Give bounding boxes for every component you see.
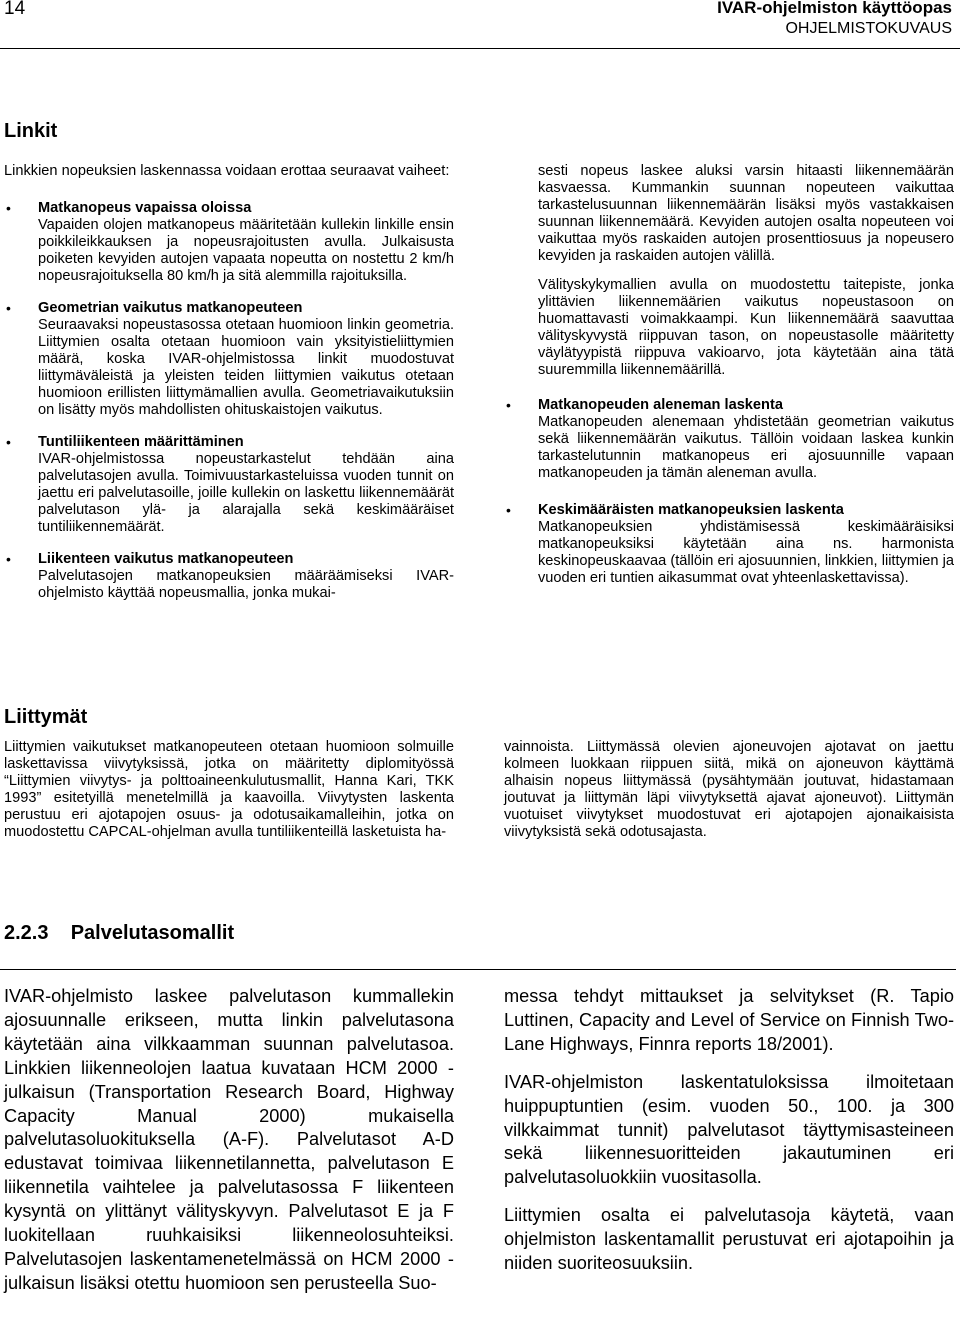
section-heading-linkit: Linkit (4, 120, 58, 142)
paragraph: Välityskykymallien avulla on muodostettu taitepiste, jonka ylittävien liikennemäärien vaikutus nopeustasoon on huomattavasti voimakkaampi. Kun liikennemäärä saavuttaa välityskyvystä riippuvan tason, on nopeustasolle määritetty väylätyypistä riippuva vakioarvo, jota käytetään aina tätä suuremmilla liikennemäärillä. (538, 277, 954, 378)
bullet-title: • Liikenteen vaikutus matkanopeuteen (38, 551, 294, 567)
paragraph: IVAR-ohjelmiston laskentatuloksissa ilmoitetaan huippuptuntien (esim. vuoden 50., 100. ja 300 vilkkaimmat tunnit) palvelutasot täyttymisasteineen sekä liikennesuoritteiden jakautuminen eri palvelutasoluokkiin vuositasolla. (504, 1071, 954, 1188)
linkit-bullet-list (4, 200, 454, 602)
bullet-title: • Matkanopeuden aleneman laskenta (538, 397, 783, 413)
bullet-title: • Matkanopeus vapaissa oloissa (38, 200, 252, 216)
bullet-text: Seuraavaksi nopeustasossa otetaan huomioon linkin geometria. Liittymien osalta otetaan huomioon vain yksityistieliittymien määrä, koska IVAR-ohjelmistossa linkit muodostuvat liittymäväleistä ja yleisten teiden liittymien vaikutus otetaan huomioon erillisten liittymämallien avulla. Geometriavaikutuksiin on lisätty myös mahdollisten ohituskaistojen vaikutus. (38, 317, 454, 418)
page-number: 14 (4, 0, 26, 19)
document-title: IVAR-ohjelmiston käyttöopas (717, 0, 952, 17)
palvelutasomallit-left-text: IVAR-ohjelmisto laskee palvelutason kummallekin ajosuunnalle erikseen, mutta linkin palvelutasona käytetään aina vilkkaamman suunnan palvelutasoa. Linkkien liikenneolojen laatua kuvataan HCM 2000 -julkaisun (Transportation Research Board, Highway Capacity Manual 2000) mukaisella palvelutasoluokituksella (A-F). Palvelutasot A-D edustavat toimivaa liikennetilannetta, palvelutason E liikennetila vaihtelee ja palvelutasossa F liikenteen kysyntä on ylittänyt välityskyvyn. Palvelutasot E ja F luokitellaan ruuhkaisiksi liikenneolosuhteiksi. Palvelutasojen laskentamenetelmässä on HCM 2000 -julkaisun lisäksi otettu huomioon sen perusteella Suo- (4, 986, 454, 1293)
bullet-title: • Tuntiliikenteen määrittäminen (38, 434, 244, 450)
section-rule (0, 969, 956, 970)
section-heading-liittymat: Liittymät (4, 706, 88, 728)
linkit-right-column (504, 163, 954, 602)
bullet-text: Palvelutasojen matkanopeuksien määräämiseksi IVAR-ohjelmisto käyttää nopeusmallia, jonka mukai- (38, 568, 454, 601)
liittymat-right-text: vainnoista. Liittymässä olevien ajoneuvojen ajotavat on jaettu kolmeen luokkaan riippuen siitä, mikä on ajoneuvon käyttämä alhaisin nopeus liittymässä (pysähtymään joutuvat, hidastamaan joutuvat ja liittymän läpi viivytyksettä ajavat ajoneuvot). Liittymän vuotuiset viivytykset muodostuvat eri ajotapojen ajonaikaisista viivytyksistä sekä odotusajasta. (504, 739, 954, 840)
linkit-intro: Linkkien nopeuksien laskennassa voidaan erottaa seuraavat vaiheet: (4, 163, 450, 179)
list-item (4, 434, 454, 536)
paragraph: messa tehdyt mittaukset ja selvitykset (R. Tapio Luttinen, Capacity and Level of Service on Finnish Two-Lane Highways, Finnra reports 18/2001). (504, 986, 954, 1054)
bullet-title: • Keskimääräisten matkanopeuksien laskenta (538, 502, 844, 518)
bullet-title: • Geometrian vaikutus matkanopeuteen (38, 300, 303, 316)
bullet-text: Matkanopeuden alenemaan yhdistetään geometrian vaikutus sekä liikennemäärän vaikutus. Tällöin voidaan laskea kunkin tarkastelutunnin matkanopeus eri ajosuunnille vapaan matkanopeuden ja tämän aleneman avulla. (538, 414, 954, 481)
liittymat-left-text: Liittymien vaikutukset matkanopeuteen otetaan huomioon solmuille laskettavissa viivytyksissä, jotka on määritetty diplomityössä “Liittymien viivytys- ja polttoaineenkulutusmallit, Hanna Kari, TKK 1993” esitetyillä menetelmillä ja kaavoilla. Viivytysten laskenta perustuu eri ajotapojen osuus- ja odotusaikamalleihin, jotka on muodostettu CAPCAL-ohjelman avulla tuntiliikenteillä lasketuista ha- (4, 739, 454, 840)
header-rule (0, 48, 960, 49)
bullet-text: Matkanopeuksien yhdistämisessä keskimääräisiksi matkanopeuksiksi käytetään aina ns. harmonista keskinopeuskaavaa (tällöin eri ajosuunnien, linkkien, liittymien ja vuoden eri tuntien aikasummat ovat yhteenlaskettavissa). (538, 519, 954, 586)
list-item (504, 397, 954, 482)
palvelutasomallit-right-column (504, 985, 954, 1290)
linkit-left-column (4, 163, 454, 617)
bullet-text: Vapaiden olojen matkanopeus määritetään kullekin linkille ensin poikkileikkauksen ja nopeusrajoitusten avulla. Julkaisusta poiketen kevyiden autojen vapaata nopeutta on nostettu 2 km/h nopeusrajoituksella 80 km/h ja sitä alemmilla rajoituksilla. (38, 217, 454, 284)
linkit-bullet-list-right (504, 397, 954, 587)
list-item (4, 551, 454, 602)
document-subtitle: OHJELMISTOKUVAUS (785, 20, 952, 37)
list-item (4, 200, 454, 285)
list-item (504, 502, 954, 587)
list-item (4, 300, 454, 419)
paragraph: sesti nopeus laskee aluksi varsin hitaasti liikennemäärän kasvaessa. Kummankin suunnan nopeuteen vaikuttaa tarkastelusuunnan liikennemäärän lisäksi myös vastakkaisen suunnan liikennemäärä. Kevyiden autojen osalta nopeuteen voi vaikuttaa myös raskaiden autojen prosenttiosuus ja nopeusero kevyiden ja raskaiden autojen välillä. (538, 163, 954, 264)
bullet-text: IVAR-ohjelmistossa nopeustarkastelut tehdään aina palvelutasojen avulla. Toimivuustarkasteluissa vuoden tunnit on jaettu eri palvelutasoille, joille kullekin on laskettu liikennemäärät palvelutason ylä- ja alarajalla sekä keskimääräiset tuntiliikennemäärät. (38, 451, 454, 535)
paragraph: Liittymien osalta ei palvelutasoja käytetä, vaan ohjelmiston laskentamallit perustuvat eri ajotapoihin ja niiden suoriteosuuksiin. (504, 1205, 954, 1274)
subsection-heading-palvelutasomallit: 2.2.3 Palvelutasomallit (4, 922, 235, 944)
